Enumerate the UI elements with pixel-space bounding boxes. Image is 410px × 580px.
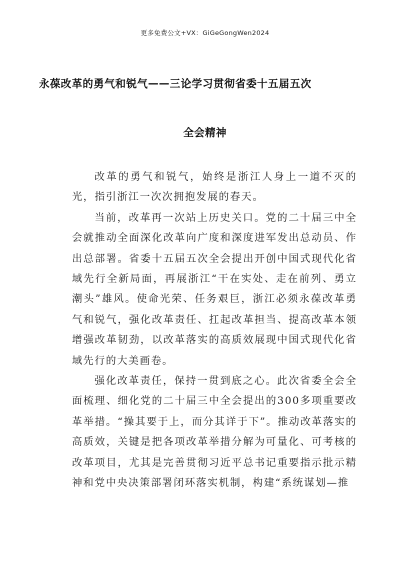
paragraph-3: 强化改革责任，保持一贯到底之心。此次省委全会全面梳理、细化党的二十届三中全会提出的300多项重要改革举措。“操其要于上，而分其详于下”。推动改革落实的高质效，关键是把各项改革举措分解为可量化、可考核的改革项目，尤其是完善贯彻习近平总书记重要指示批示精神和党中央决策部署闭环落实机制，构建“系统谋划—推	[72, 376, 357, 490]
document-body	[72, 168, 357, 495]
header-note: 更多免费公文+VX：GiGeGongWen2024	[140, 29, 270, 37]
paragraph-1: 改革的勇气和锐气，始终是浙江人身上一道不灭的光，指引浙江一次次拥抱发展的春天。	[72, 172, 357, 204]
document-title-line-1: 永葆改革的勇气和锐气——三论学习贯彻省委十五届五次	[39, 78, 312, 90]
document-title-line-2: 全会精神	[183, 127, 227, 139]
paragraph-2: 当前，改革再一次站上历史关口。党的二十届三中全会就推动全面深化改革向广度和深度进军发出总动员、作出总部署。省委十五届五次全会提出开创中国式现代化省域先行全新局面，再展浙江“干在实处、走在前列、勇立潮头”雄风。使命光荣、任务艰巨，浙江必须永葆改革勇气和锐气，强化改革责任、扛起改革担当、提高改革本领增强改革韧劲，以改革落实的高质效展现中国式现代化省域先行的大美画卷。	[72, 212, 357, 367]
